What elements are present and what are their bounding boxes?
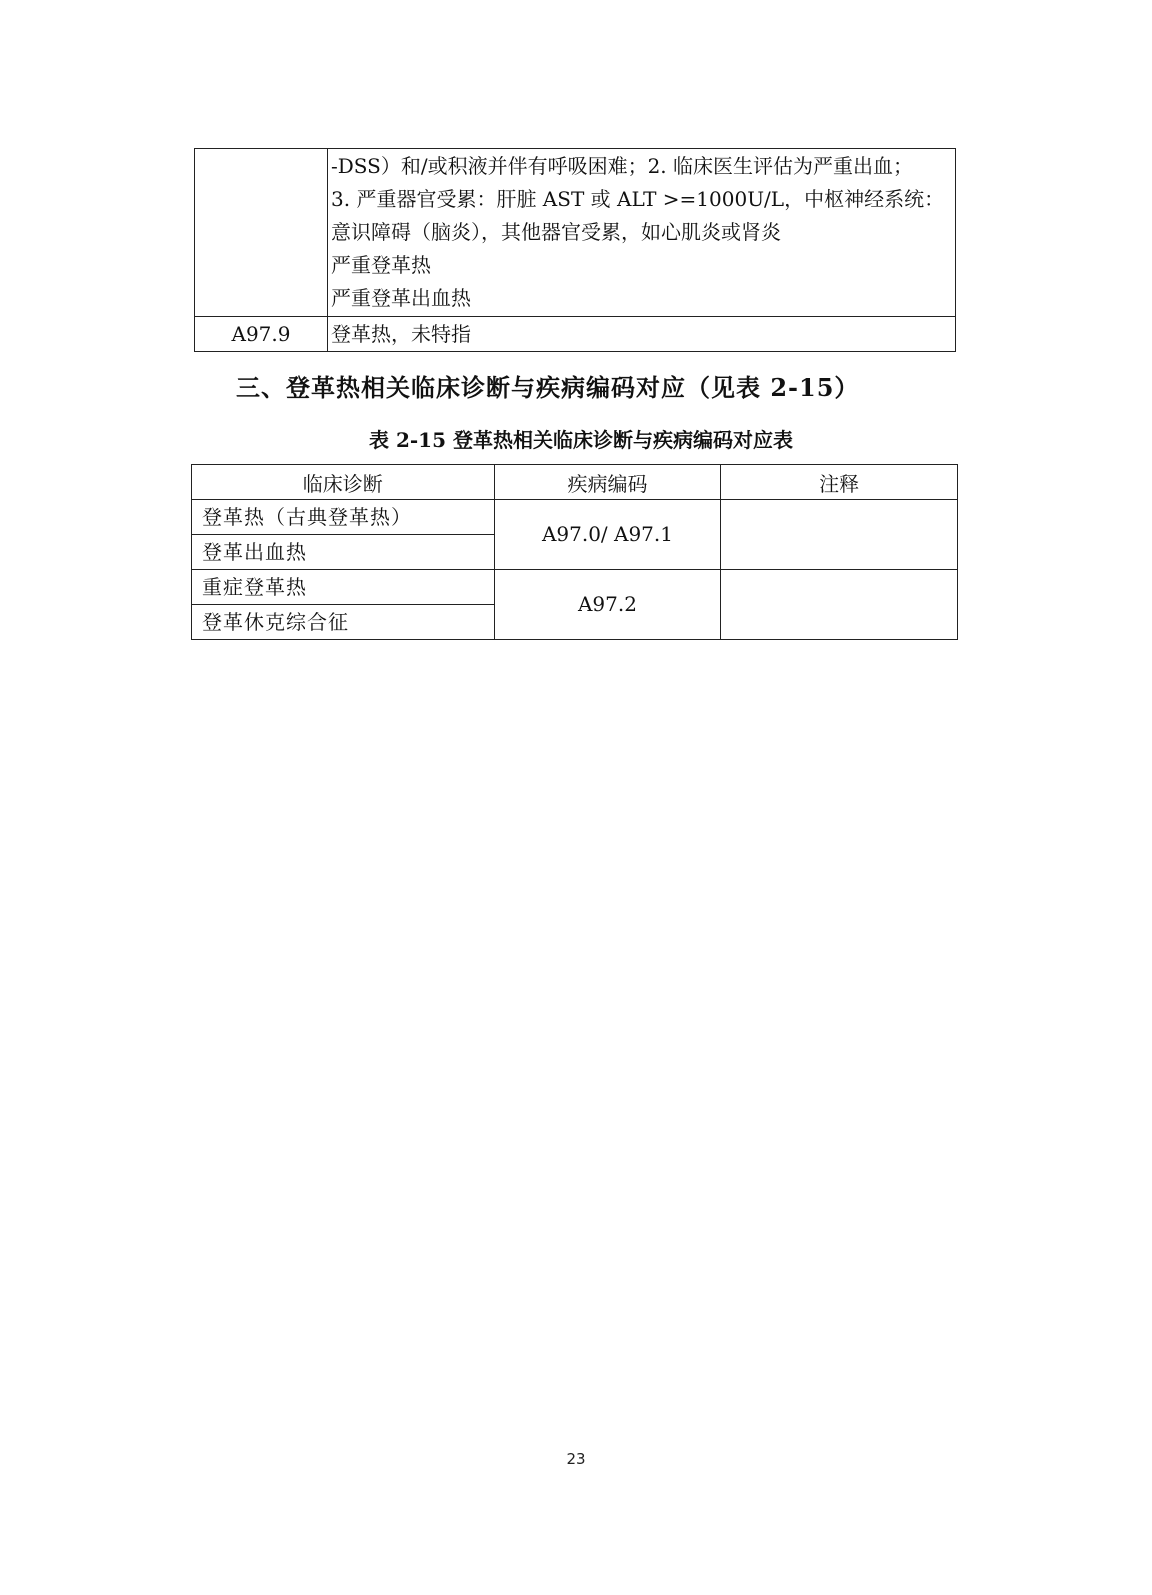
- header-notes: 注释: [721, 465, 958, 500]
- table-caption: 表 2-15 登革热相关临床诊断与疾病编码对应表: [369, 428, 793, 452]
- diagnosis-cell: 登革休克综合征: [192, 605, 495, 640]
- table-row: [192, 570, 958, 605]
- diagnosis-cell: 重症登革热: [192, 570, 495, 605]
- section-heading: 三、登革热相关临床诊断与疾病编码对应（见表 2-15）: [236, 373, 860, 402]
- description-line: -DSS）和/或积液并伴有呼吸困难；2. 临床医生评估为严重出血；: [331, 154, 914, 178]
- code-cell: A97.2: [494, 570, 721, 640]
- header-disease-code: 疾病编码: [494, 465, 721, 500]
- diagnosis-cell: 登革出血热: [192, 535, 495, 570]
- diagnosis-code-table: [191, 464, 958, 640]
- note-cell: [721, 500, 958, 570]
- table-row: [195, 149, 956, 317]
- diagnosis-cell: 登革热（古典登革热）: [192, 500, 495, 535]
- description-cell: 登革热，未特指: [328, 317, 956, 352]
- description-line: 3. 严重器官受累：肝脏 AST 或 ALT >=1000U/L，中枢神经系统：: [331, 187, 945, 211]
- table-row: [192, 500, 958, 535]
- description-line: 严重登革出血热: [331, 286, 471, 310]
- note-cell: [721, 570, 958, 640]
- code-cell: A97.0/ A97.1: [494, 500, 721, 570]
- code-cell: A97.9: [195, 317, 328, 352]
- description-cell: [328, 149, 956, 317]
- description-line: 严重登革热: [331, 253, 431, 277]
- description-line: 意识障碍（脑炎），其他器官受累，如心肌炎或肾炎: [331, 220, 781, 244]
- continuation-table: [194, 148, 956, 352]
- table-header-row: [192, 465, 958, 500]
- page-number: 23: [566, 1450, 586, 1468]
- header-clinical-diagnosis: 临床诊断: [192, 465, 495, 500]
- code-cell: [195, 149, 328, 317]
- table-row: [195, 317, 956, 352]
